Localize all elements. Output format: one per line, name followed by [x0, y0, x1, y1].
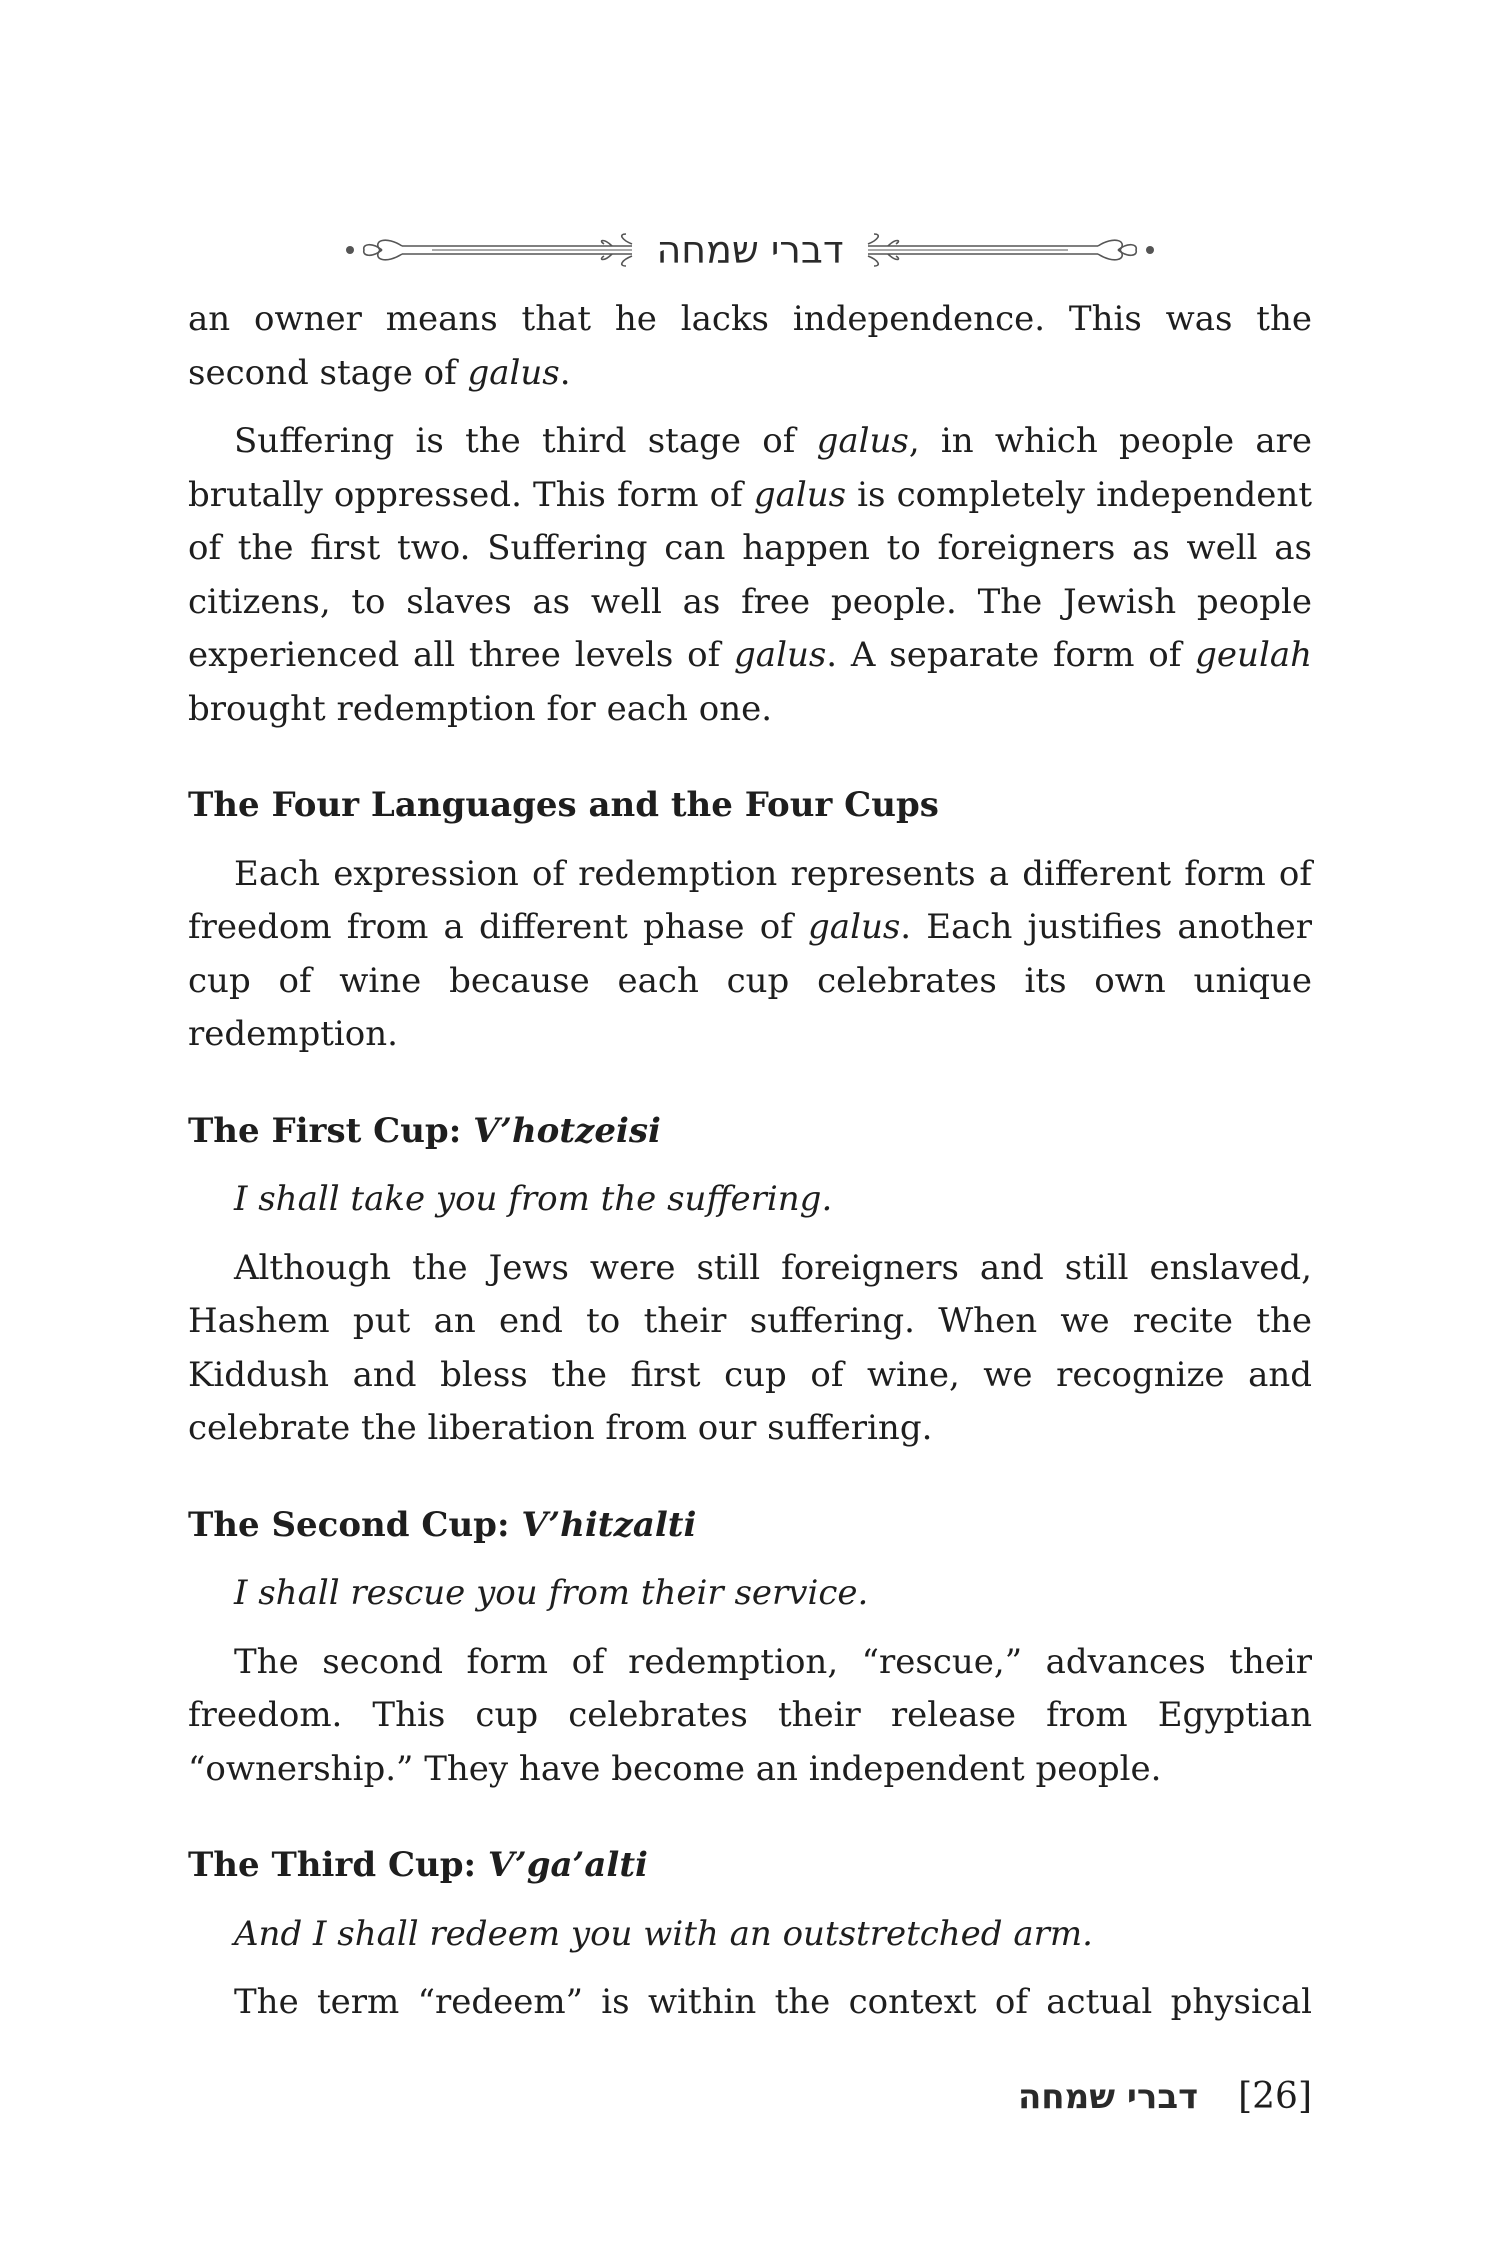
italic-term: galus	[467, 352, 560, 393]
running-header-title: דברי שמחה	[656, 228, 844, 272]
paragraph-second-cup: The second form of redemption, “rescue,” advances their freedom. This cup celebrates their release from Egyptian “ownership.” They have become an independent people.	[188, 1641, 1312, 1789]
section-heading-four-languages: The Four Languages and the Four Cups	[188, 785, 939, 825]
paragraph-expressions: Each expression of redemption represents a different form of freedom from a different phase of galus. Each justifies another cup of wine because each cup celebrates its own unique redemption.	[188, 853, 1312, 1054]
page-number: [26]	[1238, 2076, 1312, 2117]
section-heading-first-cup: The First Cup: V’hotzeisi	[188, 1110, 661, 1151]
italic-term: galus	[808, 907, 901, 947]
paragraph-third-cup: The term “redeem” is within the context of actual physical	[234, 1982, 1312, 2022]
italic-term: geulah	[1195, 635, 1312, 675]
page-footer	[1018, 2076, 1312, 2117]
verse-quote-second: I shall rescue you from their service.	[234, 1573, 869, 1613]
running-header	[330, 222, 1170, 278]
paragraph-first-cup: Although the Jews were still foreigners and still enslaved, Hashem put an end to their suffering. When we recite the Kiddush and bless the first cup of wine, we recognize and celebrate the liberation from our suffering.	[188, 1247, 1312, 1448]
italic-term: galus	[753, 474, 847, 515]
ornament-right-icon	[858, 230, 1158, 270]
ornament-left-icon	[342, 230, 642, 270]
italic-term: galus	[734, 635, 827, 675]
page-body	[188, 293, 1312, 2030]
verse-quote-third: And I shall redeem you with an outstretched arm.	[234, 1913, 1093, 1954]
section-heading-second-cup: The Second Cup: V’hitzalti	[188, 1504, 697, 1545]
section-heading-third-cup: The Third Cup: V’ga’alti	[188, 1845, 648, 1885]
footer-book-title: דברי שמחה	[1017, 2076, 1199, 2117]
paragraph-continuation: an owner means that he lacks independence. This was the second stage of galus.	[188, 299, 1312, 393]
italic-term: galus	[816, 421, 909, 461]
paragraph-suffering: Suffering is the third stage of galus, in which people are brutally oppressed. This form of galus is completely independent of the first two. Suffering can happen to foreigners as well as citizens, to slaves as well as free people. The Jewish people experienced all three levels of galus. A separate form of geulah brought redemption for each one.	[188, 421, 1312, 729]
verse-quote-first: I shall take you from the suffering.	[234, 1179, 833, 1219]
